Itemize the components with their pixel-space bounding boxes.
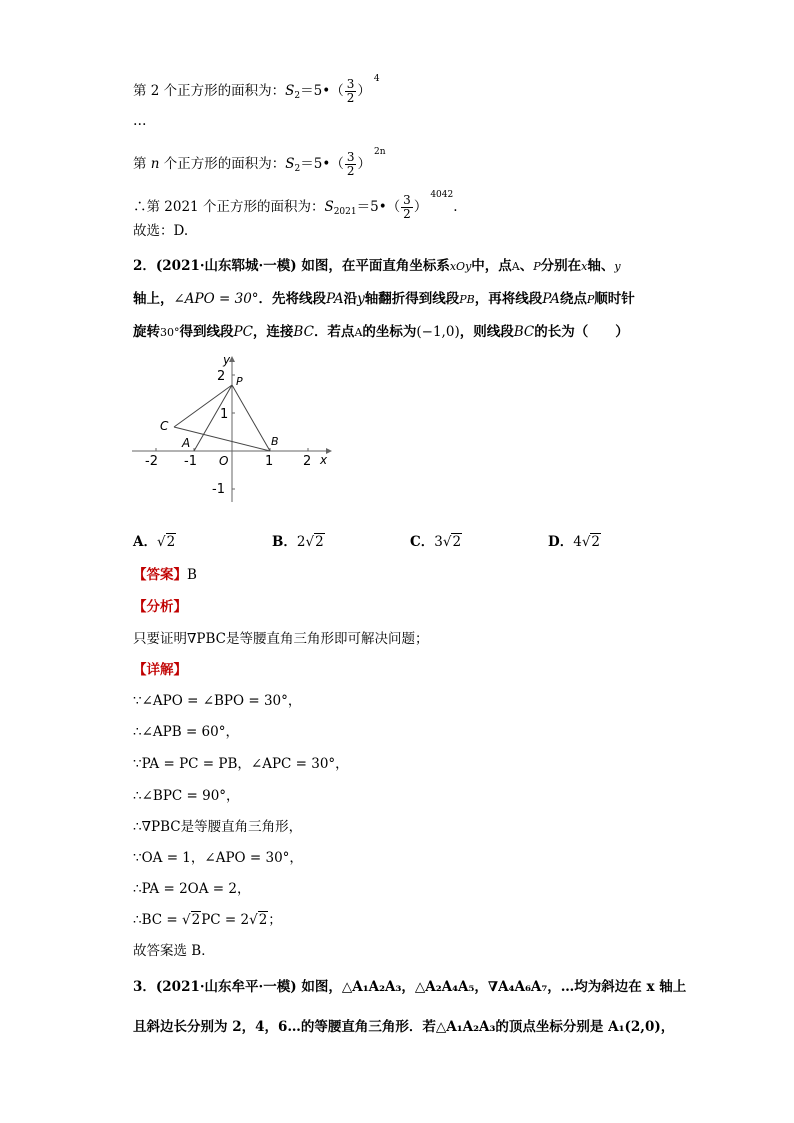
- text: S: [285, 83, 295, 99]
- coordinate-figure: [128, 352, 338, 512]
- numerator: 3: [346, 150, 355, 164]
- tick-label-x1: 1: [265, 454, 274, 469]
- text: ．先将线段: [258, 291, 327, 307]
- question-2-line-1: [133, 257, 621, 276]
- radicand: 2: [166, 534, 176, 550]
- area-line-n: [133, 143, 386, 178]
- text: 、: [519, 258, 534, 274]
- exponent: 2n: [373, 147, 386, 157]
- radicand: 2: [452, 534, 462, 550]
- detail-line-5: ∴∇PBC是等腰直角三角形，: [133, 819, 303, 835]
- exponent: 4: [373, 74, 380, 84]
- text: 得到线段: [179, 324, 234, 340]
- text: .: [453, 199, 458, 215]
- segment-PB: [232, 385, 270, 451]
- text: 分别在: [540, 258, 582, 274]
- detail-line-4: ∴∠BPC = 90°，: [133, 788, 240, 804]
- text: 2021: [333, 207, 357, 217]
- fraction: [345, 151, 357, 178]
- sqrt: √2: [581, 534, 601, 550]
- option-d[interactable]: [548, 530, 601, 550]
- option-coef: 2: [296, 534, 306, 550]
- area-line-2: [133, 70, 380, 105]
- text: ；: [268, 912, 282, 928]
- area-line-2021: [133, 186, 458, 221]
- text: 个正方形的面积为：: [159, 156, 286, 172]
- text: 中，点: [471, 258, 512, 274]
- text: 第: [133, 156, 151, 172]
- text: 2: [294, 164, 301, 174]
- text: A: [511, 260, 520, 273]
- option-c[interactable]: [410, 530, 462, 550]
- denominator: 2: [346, 164, 355, 178]
- text: ）: [357, 83, 371, 99]
- text: x: [581, 260, 588, 273]
- sqrt: √2: [181, 912, 201, 928]
- text: ∠APO = 30°: [173, 291, 259, 307]
- text: ＝5•（: [300, 156, 344, 172]
- text: P: [533, 260, 541, 273]
- text: BC: [293, 324, 314, 340]
- text: ，连接: [252, 324, 294, 340]
- text: 30°: [160, 326, 180, 339]
- text: ∴BC =: [133, 912, 182, 928]
- label-O: O: [219, 454, 229, 468]
- label-C: C: [160, 419, 169, 433]
- analysis-text: 只要证明∇PBC是等腰直角三角形即可解决问题；: [133, 631, 429, 647]
- denominator: 2: [403, 207, 411, 221]
- ellipsis: …: [133, 113, 147, 129]
- text: 轴翻折得到线段: [364, 291, 460, 307]
- sqrt: √2: [442, 534, 462, 550]
- question-2-line-2: [133, 290, 635, 309]
- option-b[interactable]: [272, 530, 325, 550]
- choice-line: 故选：D.: [133, 223, 189, 239]
- detail-line-3: ∵PA = PC = PB，∠APC = 30°，: [133, 756, 349, 772]
- text: PA: [542, 291, 560, 307]
- text: 绕点: [559, 291, 587, 307]
- tick-label-y2: 2: [217, 369, 226, 384]
- text: 顺时针: [594, 291, 635, 307]
- radicand: 2: [591, 534, 601, 550]
- question-3-line-2: 且斜边长分别为 2，4，6…的等腰直角三角形．若△A₁A₂A₃的顶点坐标分别是 A₁(2,0)，: [133, 1019, 675, 1035]
- text: PB: [459, 293, 475, 306]
- text: ＝5•（: [356, 199, 401, 215]
- numerator: 3: [403, 193, 411, 207]
- text: P: [586, 293, 595, 306]
- option-label: C．: [410, 534, 435, 550]
- text: PA: [326, 291, 344, 307]
- text: PC = 2: [201, 912, 250, 928]
- tick-label-x2: 2: [303, 454, 312, 469]
- radicand: 2: [315, 534, 324, 550]
- text: 第 2 个正方形的面积为：: [133, 83, 286, 99]
- tick-label-y1: 1: [220, 407, 229, 422]
- sqrt: √2: [249, 912, 268, 928]
- text: y: [357, 291, 365, 307]
- exponent: 4042: [430, 190, 454, 200]
- text: ∴第 2021 个正方形的面积为：: [133, 199, 325, 215]
- text: 旋转: [133, 324, 160, 340]
- numerator: 3: [346, 77, 355, 91]
- text: ，则线段: [459, 324, 514, 340]
- detail-line-7: ∴PA = 2OA = 2，: [133, 881, 251, 897]
- question-2-line-3: [133, 323, 629, 342]
- text: 的长为（ ）: [534, 324, 629, 340]
- text: BC: [513, 324, 535, 340]
- option-label: B．: [272, 534, 297, 550]
- sqrt: √2: [156, 534, 176, 550]
- sqrt: √2: [305, 534, 324, 550]
- option-label: D．: [548, 534, 574, 550]
- option-coef: 4: [573, 534, 582, 550]
- tick-label-yneg1: -1: [212, 482, 225, 497]
- text: ，再将线段: [474, 291, 543, 307]
- detail-line-8: [133, 911, 282, 929]
- text: 沿: [343, 291, 358, 307]
- fraction: [401, 194, 413, 221]
- detail-line-6: ∵OA = 1，∠APO = 30°，: [133, 850, 303, 866]
- label-y: y: [223, 353, 231, 367]
- text: ）: [357, 156, 371, 172]
- text: 2: [294, 91, 301, 101]
- text: 的坐标为: [362, 324, 417, 340]
- answer-value: B: [187, 567, 197, 583]
- label-x: x: [320, 453, 328, 467]
- radicand: 2: [258, 912, 268, 928]
- text: ）: [413, 199, 428, 215]
- analysis-tag: 【分析】: [133, 599, 187, 615]
- option-a[interactable]: [133, 530, 176, 550]
- text: S: [285, 156, 295, 172]
- detail-line-9: 故答案选 B．: [133, 943, 215, 959]
- fraction: [345, 78, 357, 105]
- text: PC: [233, 324, 253, 340]
- tick-label-xneg2: -2: [145, 454, 158, 469]
- text: 轴上，: [133, 291, 174, 307]
- detail-line-2: ∴∠APB = 60°，: [133, 724, 239, 740]
- question-3-line-1: 3．(2021·山东牟平·一模) 如图，△A₁A₂A₃，△A₂A₄A₅，∇A₄A₆A₇，…均为斜边在 x 轴上: [133, 979, 687, 995]
- text: xOy: [449, 260, 472, 273]
- text: ＝5•（: [300, 83, 344, 99]
- denominator: 2: [346, 91, 355, 105]
- answer-tag: 【答案】: [133, 567, 187, 583]
- text: 轴、: [587, 258, 615, 274]
- text: S: [324, 199, 334, 215]
- text: y: [614, 260, 621, 273]
- radicand: 2: [191, 912, 201, 928]
- label-P: P: [236, 375, 243, 388]
- tick-label-xneg1: -1: [184, 454, 197, 469]
- label-B: B: [271, 435, 279, 448]
- answer-line: [133, 566, 197, 584]
- label-A: A: [182, 436, 191, 450]
- option-coef: 3: [434, 534, 443, 550]
- detail-line-1: ∵∠APO = ∠BPO = 30°，: [133, 693, 302, 709]
- text: (−1,0): [416, 324, 460, 340]
- option-label: A．: [133, 534, 157, 550]
- text: n: [150, 156, 160, 172]
- text: 2．(2021·山东郓城·一模) 如图，在平面直角坐标系: [133, 258, 450, 274]
- text: ．若点: [313, 324, 355, 340]
- text: A: [354, 326, 363, 339]
- detail-tag: 【详解】: [133, 662, 187, 678]
